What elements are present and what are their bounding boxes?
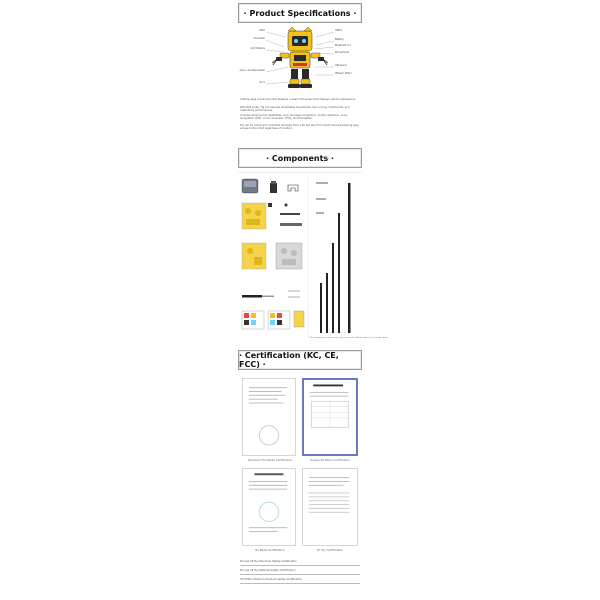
ce-caption: Europe CE Radio Certification bbox=[310, 458, 350, 462]
spec-label-mic: Microphone bbox=[335, 51, 349, 54]
components-grid bbox=[238, 172, 389, 342]
kc-toy-caption: KC Toy Certification bbox=[316, 548, 344, 552]
kc-radio-certificate[interactable] bbox=[242, 468, 296, 546]
spec-label-usbc: USB C bbox=[335, 29, 343, 32]
robot-diagram bbox=[236, 27, 364, 95]
cert-section-title: · Certification (KC, CE, FCC) · bbox=[238, 350, 362, 370]
ce-certificate[interactable] bbox=[302, 378, 358, 456]
cert-list-item: Europe CE Toy Material Safety Certification bbox=[240, 567, 360, 575]
ce-document-icon bbox=[304, 380, 356, 454]
components-section-title: · Components · bbox=[238, 148, 362, 168]
kc-radio-document-icon bbox=[243, 469, 295, 545]
fcc-certificate[interactable] bbox=[242, 378, 296, 456]
kc-toy-document-icon bbox=[303, 469, 357, 545]
spec-label-gyro: Gyro / Accelerometer bbox=[239, 69, 265, 72]
components-note: * The components shown here may not be the official robot on the image above. bbox=[308, 337, 389, 339]
spec-label-battery: Battery bbox=[335, 38, 344, 41]
fcc-caption: American FCC Radio Certification bbox=[247, 458, 293, 462]
spec-description-3: Includes advanced AI capabilities, such as image recognition, motion detection, voice recognition (STT), voice conversion (TTS), and translation. bbox=[240, 114, 348, 121]
product-page bbox=[236, 0, 389, 600]
components-illustration bbox=[238, 173, 362, 343]
spec-description-2: With 8x6 joints, Tig can execute remarkable movements, like running, martial arts, and captivating performances. bbox=[240, 106, 350, 113]
fcc-document-icon bbox=[243, 379, 295, 455]
kc-radio-caption: KC Radio Certification bbox=[255, 548, 285, 552]
spec-label-wheel: Wheel / Motor bbox=[335, 72, 352, 75]
spec-label-bluetooth: Bluetooth 5.1 bbox=[335, 44, 352, 47]
kc-toy-certificate[interactable] bbox=[302, 468, 358, 546]
cert-list-item: Europe CE Toy Electrical Safety Certification bbox=[240, 558, 360, 566]
spec-section-title: · Product Specifications · bbox=[238, 3, 362, 23]
spec-label-ir: IR rx bbox=[259, 81, 265, 84]
spec-description-4: Tig can be coded and controlled remotely from a PC but also from smart devices allowing easy access to the robot regardless of location. bbox=[240, 124, 359, 131]
spec-label-ultrasonic: Ultrasonic bbox=[335, 64, 348, 67]
spec-label-lcd: LCD Display bbox=[250, 47, 265, 50]
spec-label-controller: Controller bbox=[253, 37, 265, 40]
cert-list-item: US CPSIA Children's Product Safety Certification bbox=[240, 576, 360, 584]
spec-label-mcu: MCU bbox=[259, 29, 265, 32]
spec-description-1: Cutting-edge humanoid robot features a sleek LCD screen that displays various expressions. bbox=[240, 98, 356, 101]
